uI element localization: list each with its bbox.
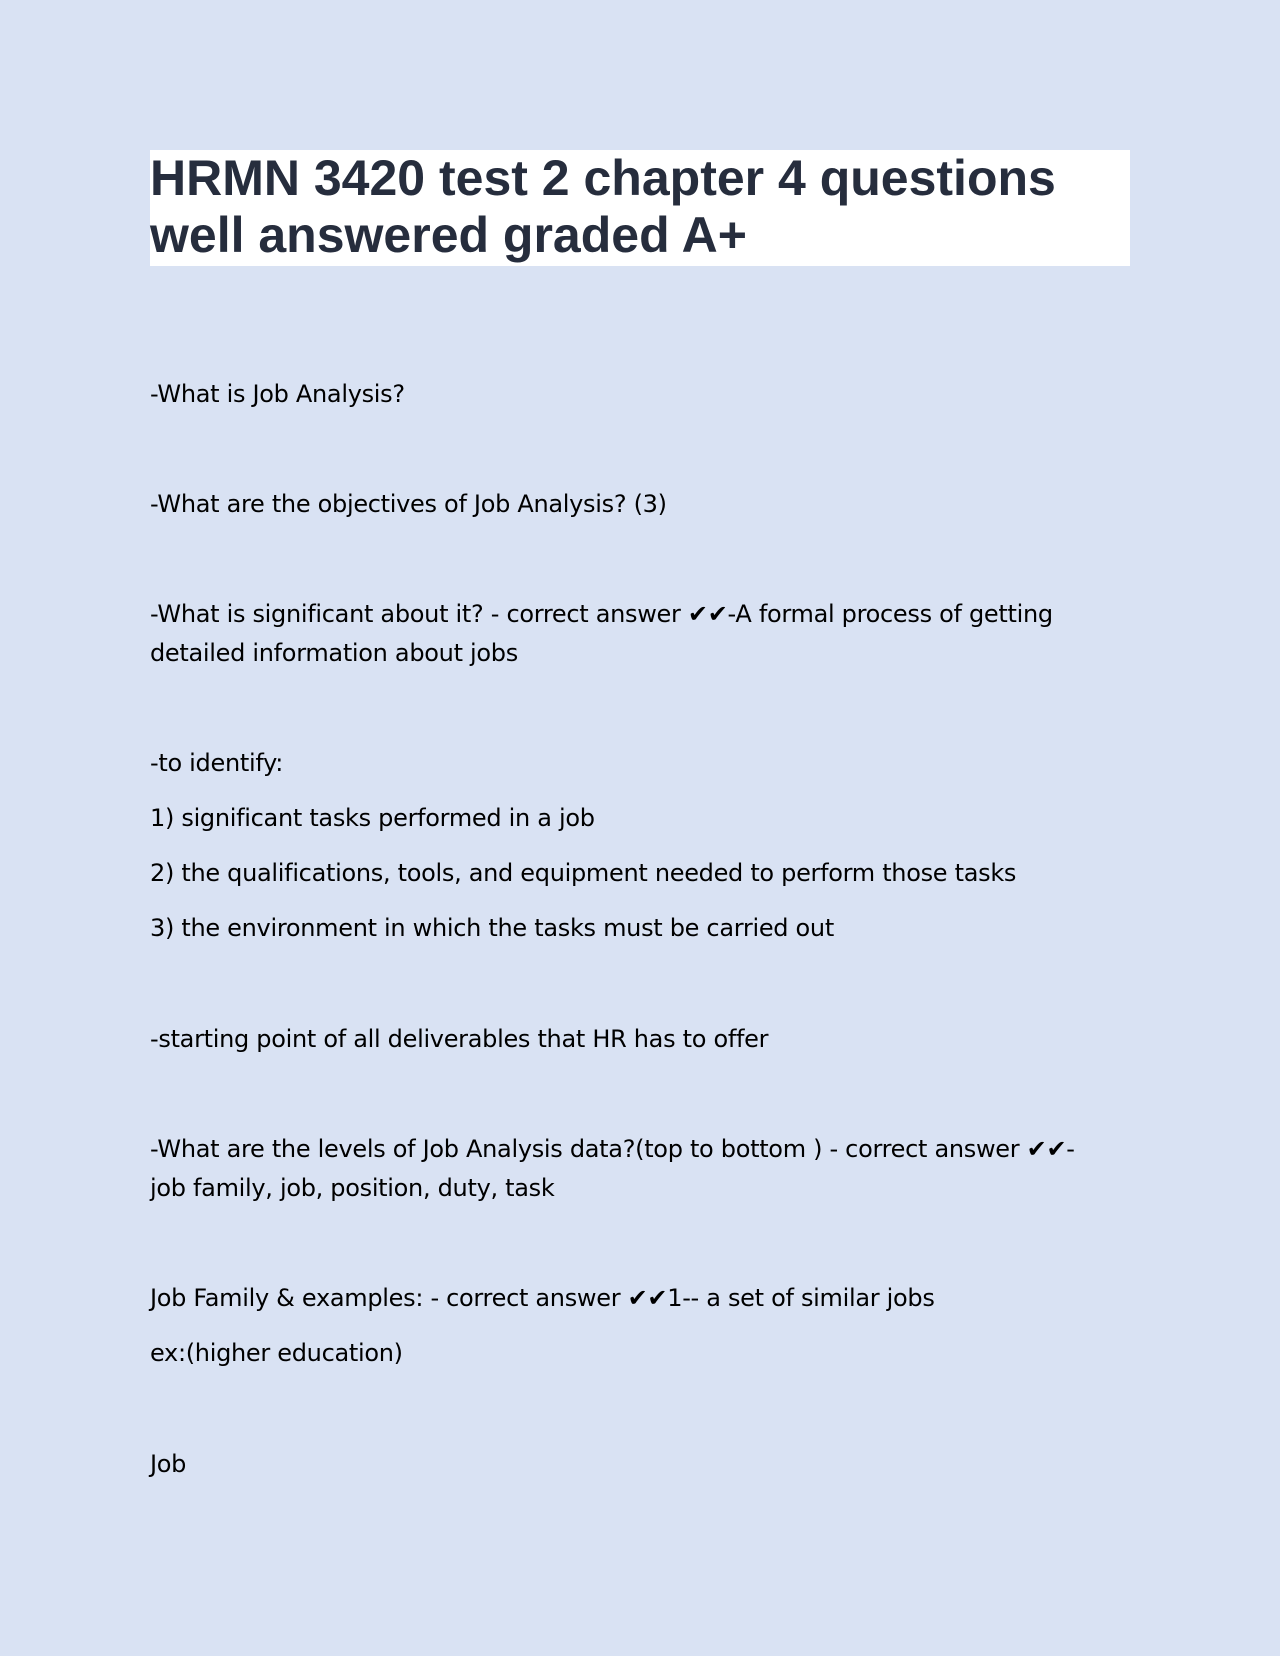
answer-line: -to identify: <box>150 749 284 777</box>
document-title: HRMN 3420 test 2 chapter 4 questions well answered graded A+ <box>150 150 1056 263</box>
title-box <box>150 150 1130 266</box>
answer-line: job family, job, position, duty, task <box>150 1174 555 1202</box>
list-item: 2) the qualifications, tools, and equipment needed to perform those tasks <box>150 859 1017 887</box>
list-item: 3) the environment in which the tasks must be carried out <box>150 914 834 942</box>
question-line: -What are the levels of Job Analysis data?(top to bottom ) - correct answer ✔✔- <box>150 1135 1075 1163</box>
question-line: Job Family & examples: - correct answer ✔✔1-- a set of similar jobs <box>150 1284 935 1312</box>
question-line: -What is significant about it? - correct answer ✔✔-A formal process of getting <box>150 600 1053 628</box>
list-item: 1) significant tasks performed in a job <box>150 804 595 832</box>
question-line: -What are the objectives of Job Analysis? (3) <box>150 490 667 518</box>
answer-line: Job <box>150 1450 187 1478</box>
answer-line: detailed information about jobs <box>150 639 518 667</box>
answer-line: ex:(higher education) <box>150 1339 403 1367</box>
answer-line: -starting point of all deliverables that HR has to offer <box>150 1025 769 1053</box>
question-line: -What is Job Analysis? <box>150 380 405 408</box>
